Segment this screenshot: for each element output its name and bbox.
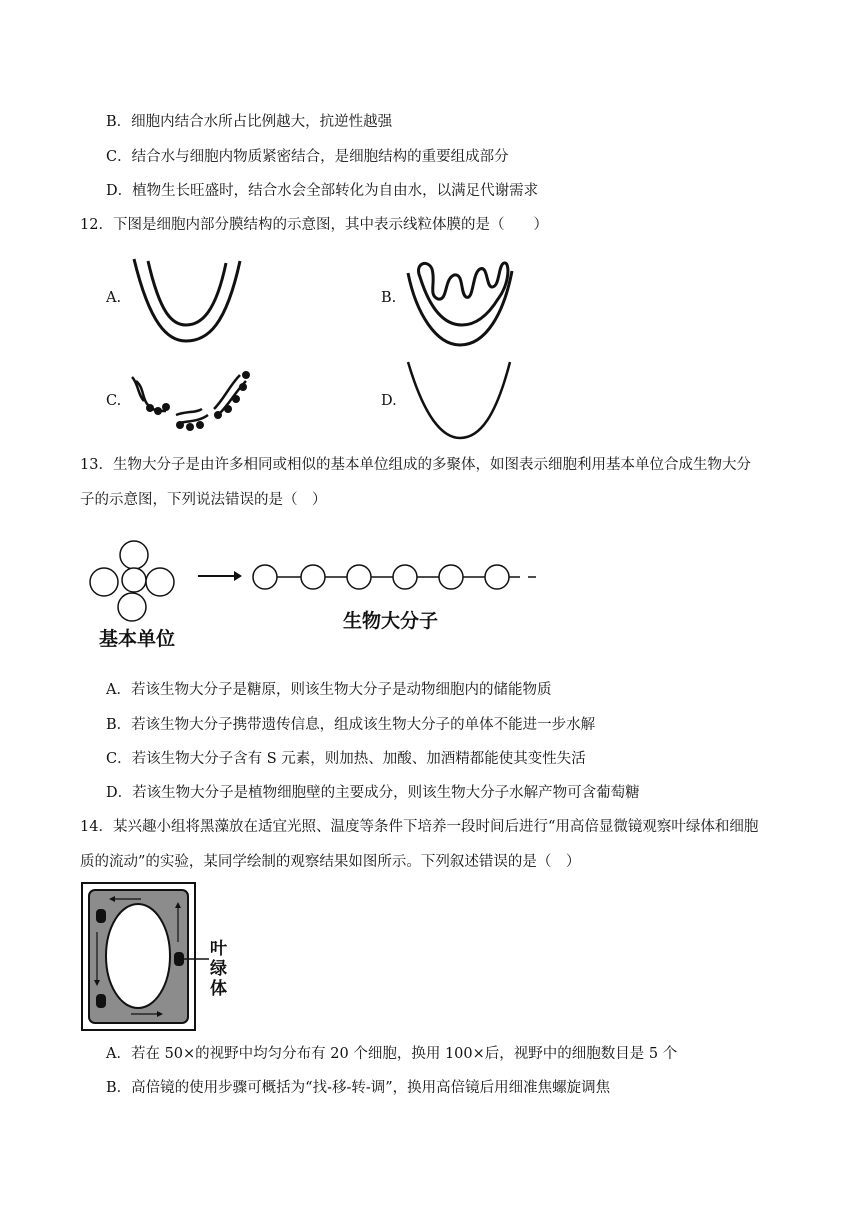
q13-option-c: C．若该生物大分子含有 S 元素，则加热、加酸、加酒精都能使其变性失活 xyxy=(106,751,586,767)
q13-figure-monomers xyxy=(86,535,186,635)
q11-option-d: D．植物生长旺盛时，结合水会全部转化为自由水，以满足代谢需求 xyxy=(106,183,539,199)
chloroplast-3 xyxy=(96,994,106,1008)
q12-stem: 12．下图是细胞内部分膜结构的示意图，其中表示线粒体膜的是（ ） xyxy=(80,217,548,233)
q12-label-b: B. xyxy=(381,290,397,306)
q12-label-d: D. xyxy=(381,393,397,409)
q13-option-b: B．若该生物大分子携带遗传信息，组成该生物大分子的单体不能进一步水解 xyxy=(106,717,596,733)
q13-stem-line1: 13．生物大分子是由许多相同或相似的基本单位组成的多聚体，如图表示细胞利用基本单位合成生物大分 xyxy=(80,457,751,473)
q14-option-a: A．若在 50×的视野中均匀分布有 20 个细胞，换用 100×后，视野中的细胞数目是 5 个 xyxy=(106,1046,678,1062)
q13-polymer-label: 生物大分子 xyxy=(343,610,439,632)
q11-option-c: C．结合水与细胞内物质紧密结合，是细胞结构的重要组成部分 xyxy=(106,149,509,165)
q13-arrow xyxy=(198,570,242,582)
q12-figure-a xyxy=(128,255,248,345)
chloroplast-2 xyxy=(174,952,184,966)
q13-option-d: D．若该生物大分子是植物细胞壁的主要成分，则该生物大分子水解产物可含葡萄糖 xyxy=(106,785,640,801)
q13-option-a: A．若该生物大分子是糖原，则该生物大分子是动物细胞内的储能物质 xyxy=(106,682,552,698)
q12-label-a: A. xyxy=(106,290,122,306)
q14-stem-line2: 质的流动”的实验，某同学绘制的观察结果如图所示。下列叙述错误的是（ ） xyxy=(80,854,581,870)
q13-stem-line2: 子的示意图，下列说法错误的是（ ） xyxy=(80,492,327,508)
chloroplast-1 xyxy=(96,909,106,923)
q11-option-b: B．细胞内结合水所占比例越大，抗逆性越强 xyxy=(106,114,393,130)
q13-figure-polymer xyxy=(244,562,544,592)
q12-figure-b xyxy=(404,253,524,353)
q12-figure-d xyxy=(404,360,514,440)
q14-option-b: B．高倍镜的使用步骤可概括为“找-移-转-调”，换用高倍镜后用细准焦螺旋调焦 xyxy=(106,1080,611,1096)
q14-chloroplast-label: 叶绿体 xyxy=(210,939,227,999)
q12-figure-c xyxy=(130,365,260,435)
q14-stem-line1: 14．某兴趣小组将黑藻放在适宜光照、温度等条件下培养一段时间后进行“用高倍显微镜观察叶绿体和细胞 xyxy=(80,819,759,835)
q12-label-c: C. xyxy=(106,393,122,409)
q13-monomer-label: 基本单位 xyxy=(99,628,176,650)
q14-cell-figure xyxy=(81,882,196,1032)
